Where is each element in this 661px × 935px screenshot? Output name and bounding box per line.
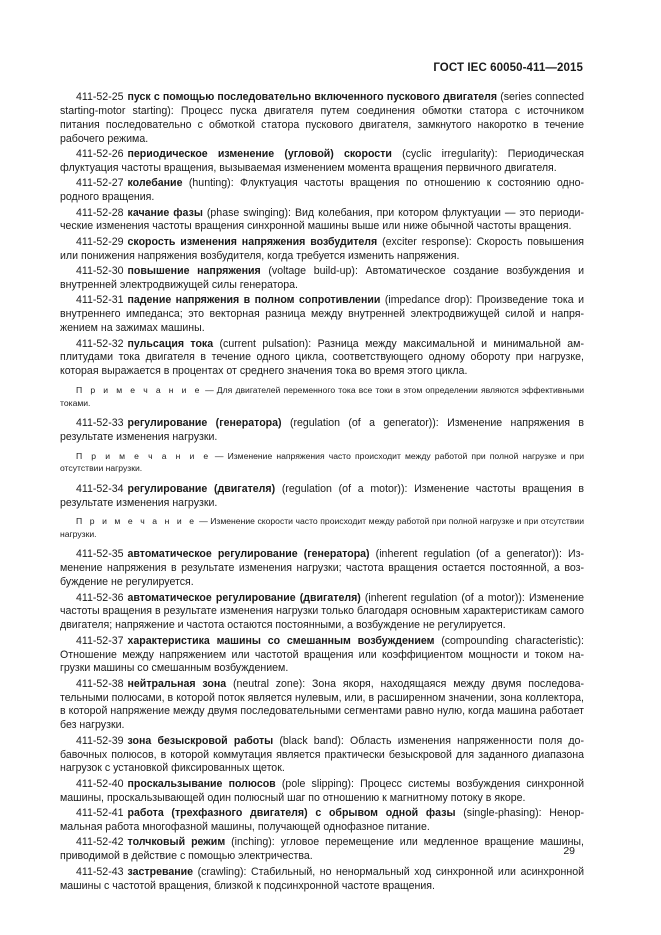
term-name: периодическое изменение (угловой) скорости [127, 147, 392, 160]
term-name: автоматическое регулирование (генератора) [127, 548, 370, 561]
term-name: регулирование (генератора) [127, 417, 282, 430]
term-definition [60, 548, 584, 590]
term-number: 411-52-27 [76, 177, 124, 190]
term-text: (series connected starting-motor starting): Процесс пуска двигателя путем соединения обмотки статора с источником питания последовательно с обмоткой статора пускового двигателя, замкнутого накоротко в течение рабочего режима. [60, 91, 584, 145]
term-text: (inherent regulation (of a generator)): Изменение напряжения в результате изменения нагрузки; частота вращения остается постоянной, а возбуждение не регулируется. [60, 548, 584, 589]
term-name: толчковый режим [127, 836, 226, 849]
term-name: проскальзывание полюсов [127, 777, 276, 790]
term-definition [60, 148, 584, 176]
document-body [60, 91, 584, 895]
term-definition [60, 836, 584, 864]
note-label: П р и м е ч а н и е [76, 385, 202, 396]
term-number: 411-52-40 [76, 777, 124, 790]
term-name: пуск с помощью последовательно включенного пускового двигателя [127, 91, 498, 103]
term-number: 411-52-39 [76, 734, 124, 747]
term-text: (regulation (of a generator)): Изменение напряжения в результате изменения нагрузки. [60, 417, 584, 443]
term-name: зона безыскровой работы [127, 734, 274, 747]
term-definition [60, 294, 584, 336]
term-number: 411-52-29 [76, 235, 124, 248]
note-label: П р и м е ч а н и е [76, 450, 211, 461]
term-definition [60, 265, 584, 293]
note [60, 515, 584, 540]
term-number: 411-52-37 [76, 634, 124, 647]
note [60, 450, 584, 475]
term-number: 411-52-32 [76, 337, 124, 350]
term-number: 411-52-42 [76, 836, 124, 849]
note-text: — Изменение скорости часто происходит между работой при полной нагрузке и при отсутствии нагрузки. [60, 516, 585, 539]
term-text: (compounding characteristic): Отношение между напряжением или частотой вращения или коэффициентом мощности и током нагрузки машины со смешанным возбуждением. [60, 634, 584, 675]
term-definition [60, 338, 584, 380]
term-number: 411-52-31 [76, 294, 124, 307]
term-number: 411-52-43 [76, 865, 124, 878]
term-text: (phase swinging): Вид колебания, при котором флуктуации — это периодические изменения частоты вращения синхронной машины выше или ниже обычной частоты вращения. [60, 206, 584, 233]
term-name: регулирование (двигателя) [127, 482, 276, 495]
term-text: (impedance drop): Произведение тока и внутреннего импеданса; это векторная разница между внутренней электродвижущей силой и напряжением на зажимах машины. [60, 294, 584, 335]
term-text: (regulation (of a motor)): Изменение частоты вращения в результате изменения нагрузки. [60, 482, 584, 509]
term-name: застревание [127, 865, 194, 878]
term-text: (single-phasing): Ненормальная работа многофазной машины, получающей однофазное питание. [60, 807, 584, 833]
term-name: автоматическое регулирование (двигателя) [127, 591, 361, 604]
note-text: — Для двигателей переменного тока все токи в этом определении являются эффективными токами. [60, 385, 584, 408]
term-name: качание фазы [127, 206, 203, 219]
note-label: П р и м е ч а н и е [76, 516, 197, 527]
term-number: 411-52-38 [76, 677, 124, 690]
term-definition [60, 91, 584, 146]
page-number: 29 [563, 845, 575, 857]
term-name: нейтральная зона [127, 677, 227, 690]
term-text: (cyclic irregularity): Периодическая флуктуация частоты вращения, вызываемая изменением момента вращения первичного двигателя. [60, 147, 584, 174]
term-text: (inching): угловое перемещение или медленное вращение машины, приводимой в действие с помощью электричества. [60, 836, 584, 863]
term-text: (crawling): Стабильный, но ненормальный ход синхронной или асинхронной машины с частотой вращения, близкой к подсинхронной частоте вращения. [60, 865, 584, 892]
term-text: (black band): Область изменения напряженности поля добавочных полюсов, в которой коммутация является практически безыскровой для заданного диапазона нагрузок с установкой фиксированных щеток. [60, 734, 584, 775]
note [60, 384, 584, 409]
term-name: падение напряжения в полном сопротивлении [127, 294, 381, 307]
term-name: работа (трехфазного двигателя) с обрывом одной фазы [127, 807, 456, 820]
term-name: характеристика машины со смешанным возбуждением [127, 634, 435, 647]
term-definition [60, 778, 584, 806]
term-name: колебание [127, 177, 183, 190]
term-definition [60, 635, 584, 677]
term-number: 411-52-25 [76, 91, 124, 103]
term-definition [60, 483, 584, 511]
term-number: 411-52-28 [76, 206, 124, 219]
term-text: (current pulsation): Разница между максимальной и минимальной амплитудами тока двигателя в течение одного цикла, соответствующего одному обороту при нагрузке, которая выражается в процентах от среднего значения тока во время этого цикла. [60, 337, 584, 378]
term-definition [60, 678, 584, 733]
term-name: скорость изменения напряжения возбудителя [127, 235, 378, 248]
term-name: повышение напряжения [127, 265, 261, 278]
term-definition [60, 592, 584, 634]
term-text: (voltage build-up): Автоматическое создание возбуждения и внутренней электродвижущей силы генератора. [60, 265, 584, 291]
term-text: (exciter response): Скорость повышения или понижения напряжения возбудителя, когда требуется изменить напряжения. [60, 235, 584, 262]
term-definition [60, 236, 584, 264]
term-definition [60, 177, 584, 205]
term-number: 411-52-26 [76, 147, 124, 160]
term-number: 411-52-41 [76, 807, 124, 820]
term-text: (neutral zone): Зона якоря, находящаяся между двумя последовательными полюсами, в которой поток является нулевым, или, в расширенном значении, зона коллектора, в которой напряжение между двумя последовательными сегментами равно нулю, когда машина работает без нагрузки. [60, 677, 584, 732]
document-header: ГОСТ IEC 60050-411—2015 [433, 62, 583, 74]
term-text: (inherent regulation (of a motor)): Изменение частоты вращения в результате изменения нагрузки только благодаря основным характеристикам самого двигателя; напряжение и частота остаются постоянными, а возбуждение не регулируется. [60, 591, 584, 632]
note-text: — Изменение напряжения часто происходит между работой при полной нагрузке и при отсутствии нагрузки. [60, 450, 585, 474]
term-number: 411-52-36 [76, 591, 124, 604]
term-definition [60, 417, 584, 445]
term-definition [60, 735, 584, 777]
term-number: 411-52-34 [76, 482, 124, 495]
term-number: 411-52-35 [76, 548, 124, 561]
term-number: 411-52-33 [76, 417, 124, 430]
term-definition [60, 207, 584, 235]
term-text: (pole slipping): Процесс системы возбуждения синхронной машины, проскальзывающей один полюсный шаг по отношению к магнитному потоку в якоре. [60, 777, 584, 804]
term-definition [60, 807, 584, 835]
term-number: 411-52-30 [76, 265, 124, 278]
term-text: (hunting): Флуктуация частоты вращения по отношению к состоянию однородного вращения. [60, 177, 584, 204]
term-name: пульсация тока [127, 337, 214, 350]
term-definition [60, 866, 584, 894]
